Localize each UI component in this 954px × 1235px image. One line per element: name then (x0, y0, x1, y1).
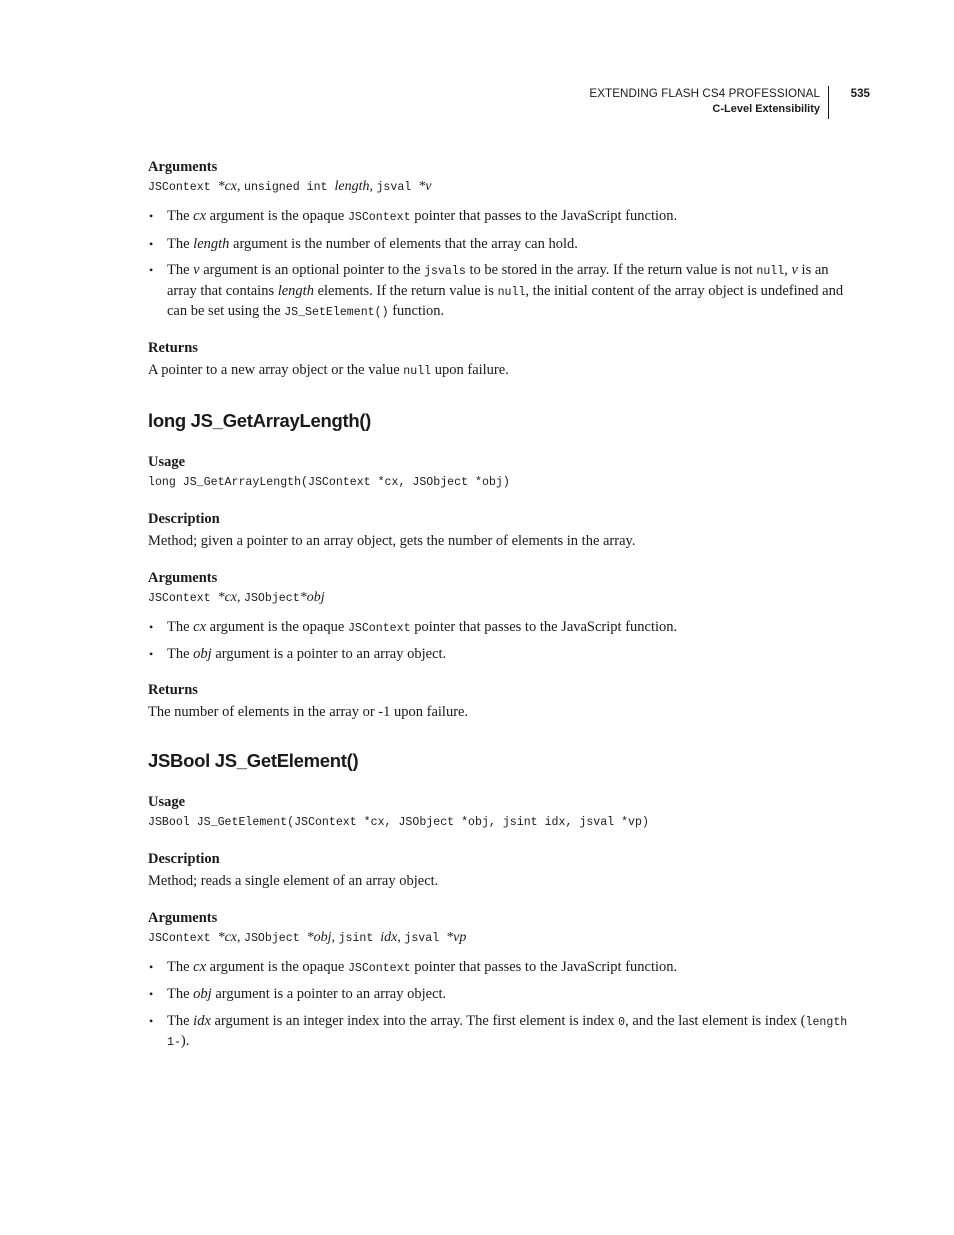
description-text: Method; given a pointer to an array object, gets the number of elements in the array. (148, 532, 636, 549)
arguments-signature: JSContext *cx, JSObject*obj (148, 589, 325, 605)
page-content (148, 158, 848, 1060)
usage-code: JSBool JS_GetElement(JSContext *cx, JSObject *obj, jsint idx, jsval *vp) (148, 815, 649, 829)
running-header-text (460, 86, 829, 119)
list-item: • The cx argument is the opaque JSContext pointer that passes to the JavaScript function. (148, 958, 848, 979)
arguments-signature (148, 177, 848, 198)
sig-sep: , (369, 179, 377, 194)
usage-label: Usage (148, 793, 186, 810)
returns-text: A pointer to a new array object or the value null upon failure. (148, 361, 509, 378)
arguments-list (148, 207, 848, 323)
list-item: • The obj argument is a pointer to an array object. (148, 645, 848, 665)
sig-var: length (334, 179, 370, 194)
description-text: Method; reads a single element of an array object. (148, 872, 439, 889)
section-heading: long JS_GetArrayLength() (148, 409, 372, 431)
arguments-list (148, 958, 848, 1053)
sig-type: unsigned int (244, 181, 335, 194)
sig-type: JSContext (148, 181, 218, 194)
book-title: EXTENDING FLASH CS4 PROFESSIONAL (589, 87, 820, 100)
sig-type: jsval (376, 181, 419, 194)
chapter-title: C-Level Extensibility (712, 103, 820, 115)
list-item: • The obj argument is a pointer to an array object. (148, 985, 848, 1005)
description-label: Description (148, 510, 220, 527)
returns-label: Returns (148, 681, 198, 698)
list-item: • The cx argument is the opaque JSContext pointer that passes to the JavaScript function. (148, 618, 848, 639)
arguments-signature: JSContext *cx, JSObject *obj, jsint idx, jsval *vp (148, 929, 467, 945)
sig-sep: , (237, 179, 245, 194)
usage-code: long JS_GetArrayLength(JSContext *cx, JSObject *obj) (148, 475, 510, 489)
usage-label: Usage (148, 453, 186, 470)
arguments-label: Arguments (148, 909, 218, 926)
description-label: Description (148, 850, 220, 867)
sig-var: *cx (217, 179, 238, 194)
arguments-label: Arguments (148, 569, 218, 586)
list-item: • The idx argument is an integer index into the array. The first element is index 0, and the last element is index (length 1-). (148, 1012, 848, 1053)
arguments-list (148, 618, 848, 665)
arguments-label: Arguments (148, 159, 218, 175)
list-item: • The length argument is the number of elements that the array can hold. (148, 235, 848, 255)
returns-text: The number of elements in the array or -1 upon failure. (148, 703, 469, 720)
list-item: • The cx argument is the opaque JSContext pointer that passes to the JavaScript function. (148, 207, 848, 228)
returns-label: Returns (148, 339, 198, 356)
list-item: • The v argument is an optional pointer to the jsvals to be stored in the array. If the return value is not null, v is an array that contains length elements. If the return value is null, the initial content of the array object is undefined and can be set using the JS_SetElement() function. (148, 261, 848, 323)
page-number: 535 (850, 87, 870, 100)
section-heading: JSBool JS_GetElement() (148, 749, 359, 771)
sig-var: *v (418, 179, 432, 194)
